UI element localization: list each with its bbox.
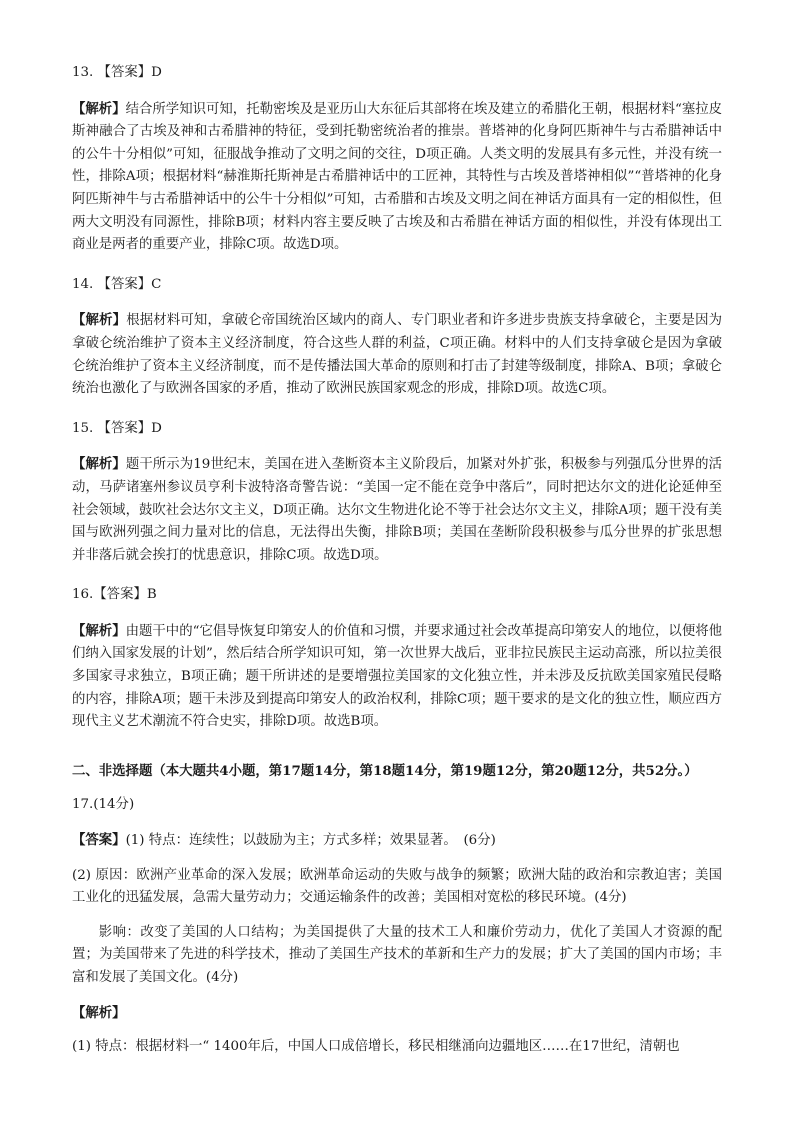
q13-explanation <box>72 98 722 257</box>
q16-explanation <box>72 620 722 734</box>
q14-explanation-text: 根据材料可知，拿破仑帝国统治区域内的商人、专门职业者和许多进步贵族支持拿破仑，主要是因为拿破仑统治维护了资本主义经济制度，符合这些人群的利益，C项正确。材料中的人们支持拿破仑是因为拿破仑统治维护了资本主义经济制度，而不是传播法国大革命的原则和打击了封建等级制度，排除A、B项；拿破仑统治也激化了与欧洲各国家的矛盾，推动了欧洲民族国家观念的形成，排除D项。故选C项。 <box>72 313 723 397</box>
q17-explanation-part1: (1) 特点：根据材料一“ 1400年后，中国人口成倍增长，移民相继涌向边疆地区……在17世纪，清朝也 <box>72 1039 680 1055</box>
q13-explanation-label: 【解析】 <box>72 100 126 117</box>
q16-answer: 16.【答案】B <box>72 587 157 603</box>
q17-answer-part1 <box>72 829 722 853</box>
q13-explanation-text: 结合所学知识可知，托勒密埃及是亚历山大东征后其部将在埃及建立的希腊化王朝，根据材料“塞拉皮斯神融合了古埃及神和古希腊神的特征，受到托勒密统治者的推崇。普塔神的化身阿匹斯神牛与古希腊神话中的公牛十分相似”可知，征服战争推动了文明之间的交往，D项正确。人类文明的发展具有多元性，并没有统一性，排除A项；根据材料“赫淮斯托斯神是古希腊神话中的工匠神，其特性与古埃及普塔神相似”“普塔神的化身阿匹斯神牛与古希腊神话中的公牛十分相似”可知，古希腊和古埃及文明之间在神话方面具有一定的相似性，但两大文明没有同源性，排除B项；材料内容主要反映了古埃及和古希腊在神话方面的相似性，并没有体现出工商业是两者的重要产业，排除C项。故选D项。 <box>72 101 723 253</box>
q17-header: 17.(14分) <box>72 797 135 813</box>
q17-explanation-label: 【解析】 <box>72 1004 126 1021</box>
q15-explanation-text: 题干所示为19世纪末，美国在进入垄断资本主义阶段后，加紧对外扩张，积极参与列强瓜分世界的活动，马萨诸塞州参议员亨利卡波特洛奇警告说：“美国一定不能在竞争中落后”，同时把达尔文的进化论延伸至社会领域，鼓吹社会达尔文主义，D项正确。达尔文生物进化论不等于社会达尔文主义，排除A项；题干没有美国与欧洲列强之间力量对比的信息，无法得出失衡，排除B项；美国在垄断阶段积极参与瓜分世界的扩张思想并非落后就会挨打的忧患意识，排除C项。故选D项。 <box>72 457 722 563</box>
q14-explanation <box>72 309 722 400</box>
q17-answer-label: 【答案】 <box>72 832 126 849</box>
q17-answer-part2: (2) 原因：欧洲产业革命的深入发展；欧洲革命运动的失败与战争的频繁；欧洲大陆的政治和宗教迫害；美国工业化的迅猛发展，急需大量劳动力；交通运输条件的改善；美国相对宽松的移民环境。(4分) <box>72 867 722 906</box>
q14-answer: 14. 【答案】C <box>72 276 162 292</box>
q17-answer-part1-text: (1) 特点：连续性；以鼓励为主；方式多样；效果显著。 (6分) <box>125 833 496 849</box>
section-2-heading: 二、非选择题（本大题共4小题，第17题14分，第18题14分，第19题12分，第20题12分，共52分。） <box>72 762 698 779</box>
q15-explanation-label: 【解析】 <box>72 456 126 473</box>
q13-answer: 13. 【答案】D <box>72 65 162 80</box>
q15-explanation <box>72 453 722 567</box>
q16-explanation-label: 【解析】 <box>72 622 126 639</box>
q14-explanation-label: 【解析】 <box>72 312 127 329</box>
q17-answer-part3: 影响：改变了美国的人口结构；为美国提供了大量的技术工人和廉价劳动力，优化了美国人才资源的配置；为美国带来了先进的科学技术，推动了美国生产技术的革新和生产力的发展；扩大了美国的国内市场；丰富和发展了美国文化。(4分) <box>72 924 722 985</box>
q16-explanation-text: 由题干中的“它倡导恢复印第安人的价值和习惯，并要求通过社会改革提高印第安人的地位，以便将他们纳入国家发展的计划”，然后结合所学知识可知，第一次世界大战后，亚非拉民族民主运动高涨，所以拉美很多国家寻求独立，B项正确；题干所讲述的是要增强拉美国家的文化独立性，并未涉及反抗欧美国家殖民侵略的内容，排除A项；题干未涉及到提高印第安人的政治权利，排除C项；题干要求的是文化的独立性，顺应西方现代主义艺术潮流不符合史实，排除D项。故选B项。 <box>72 623 723 730</box>
q15-answer: 15. 【答案】D <box>72 420 162 436</box>
